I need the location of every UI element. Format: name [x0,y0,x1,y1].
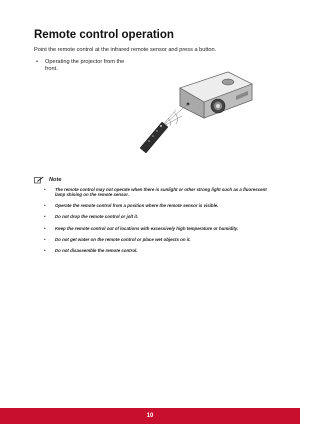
bullet-item [36,59,136,73]
note-item: • The remote control may not operate when there is sunlight or other strong light such as a fluorescent lamp shining on the remote sensor. [44,187,267,198]
note-list [44,187,270,254]
note-label: Note [49,177,62,183]
note-pencil-icon [34,176,44,184]
projector-icon [180,72,252,118]
remote-control-icon [140,122,168,153]
projector-remote-illustration [136,66,256,160]
note-item: • Do not disassemble the remote control. [44,248,138,254]
bullet-dot: • [36,59,38,65]
page-footer [0,408,300,424]
note-header [34,176,61,184]
page-number: 10 [146,413,154,419]
page-title: Remote control operation [34,29,174,41]
note-item: • Do not drop the remote control or jolt it. [44,214,139,220]
note-item: • Do not get water on the remote control or place wet objects on it. [44,237,191,243]
note-item: • Operate the remote control from a position where the remote sensor is visible. [44,202,219,208]
note-item: • Keep the remote control out of locations with excessively high temperature or humidity. [44,225,239,231]
bullet-text: Operating the projector from the front. [45,59,125,72]
intro-paragraph: Point the remote control at the infrared remote sensor and press a button. [34,47,217,53]
